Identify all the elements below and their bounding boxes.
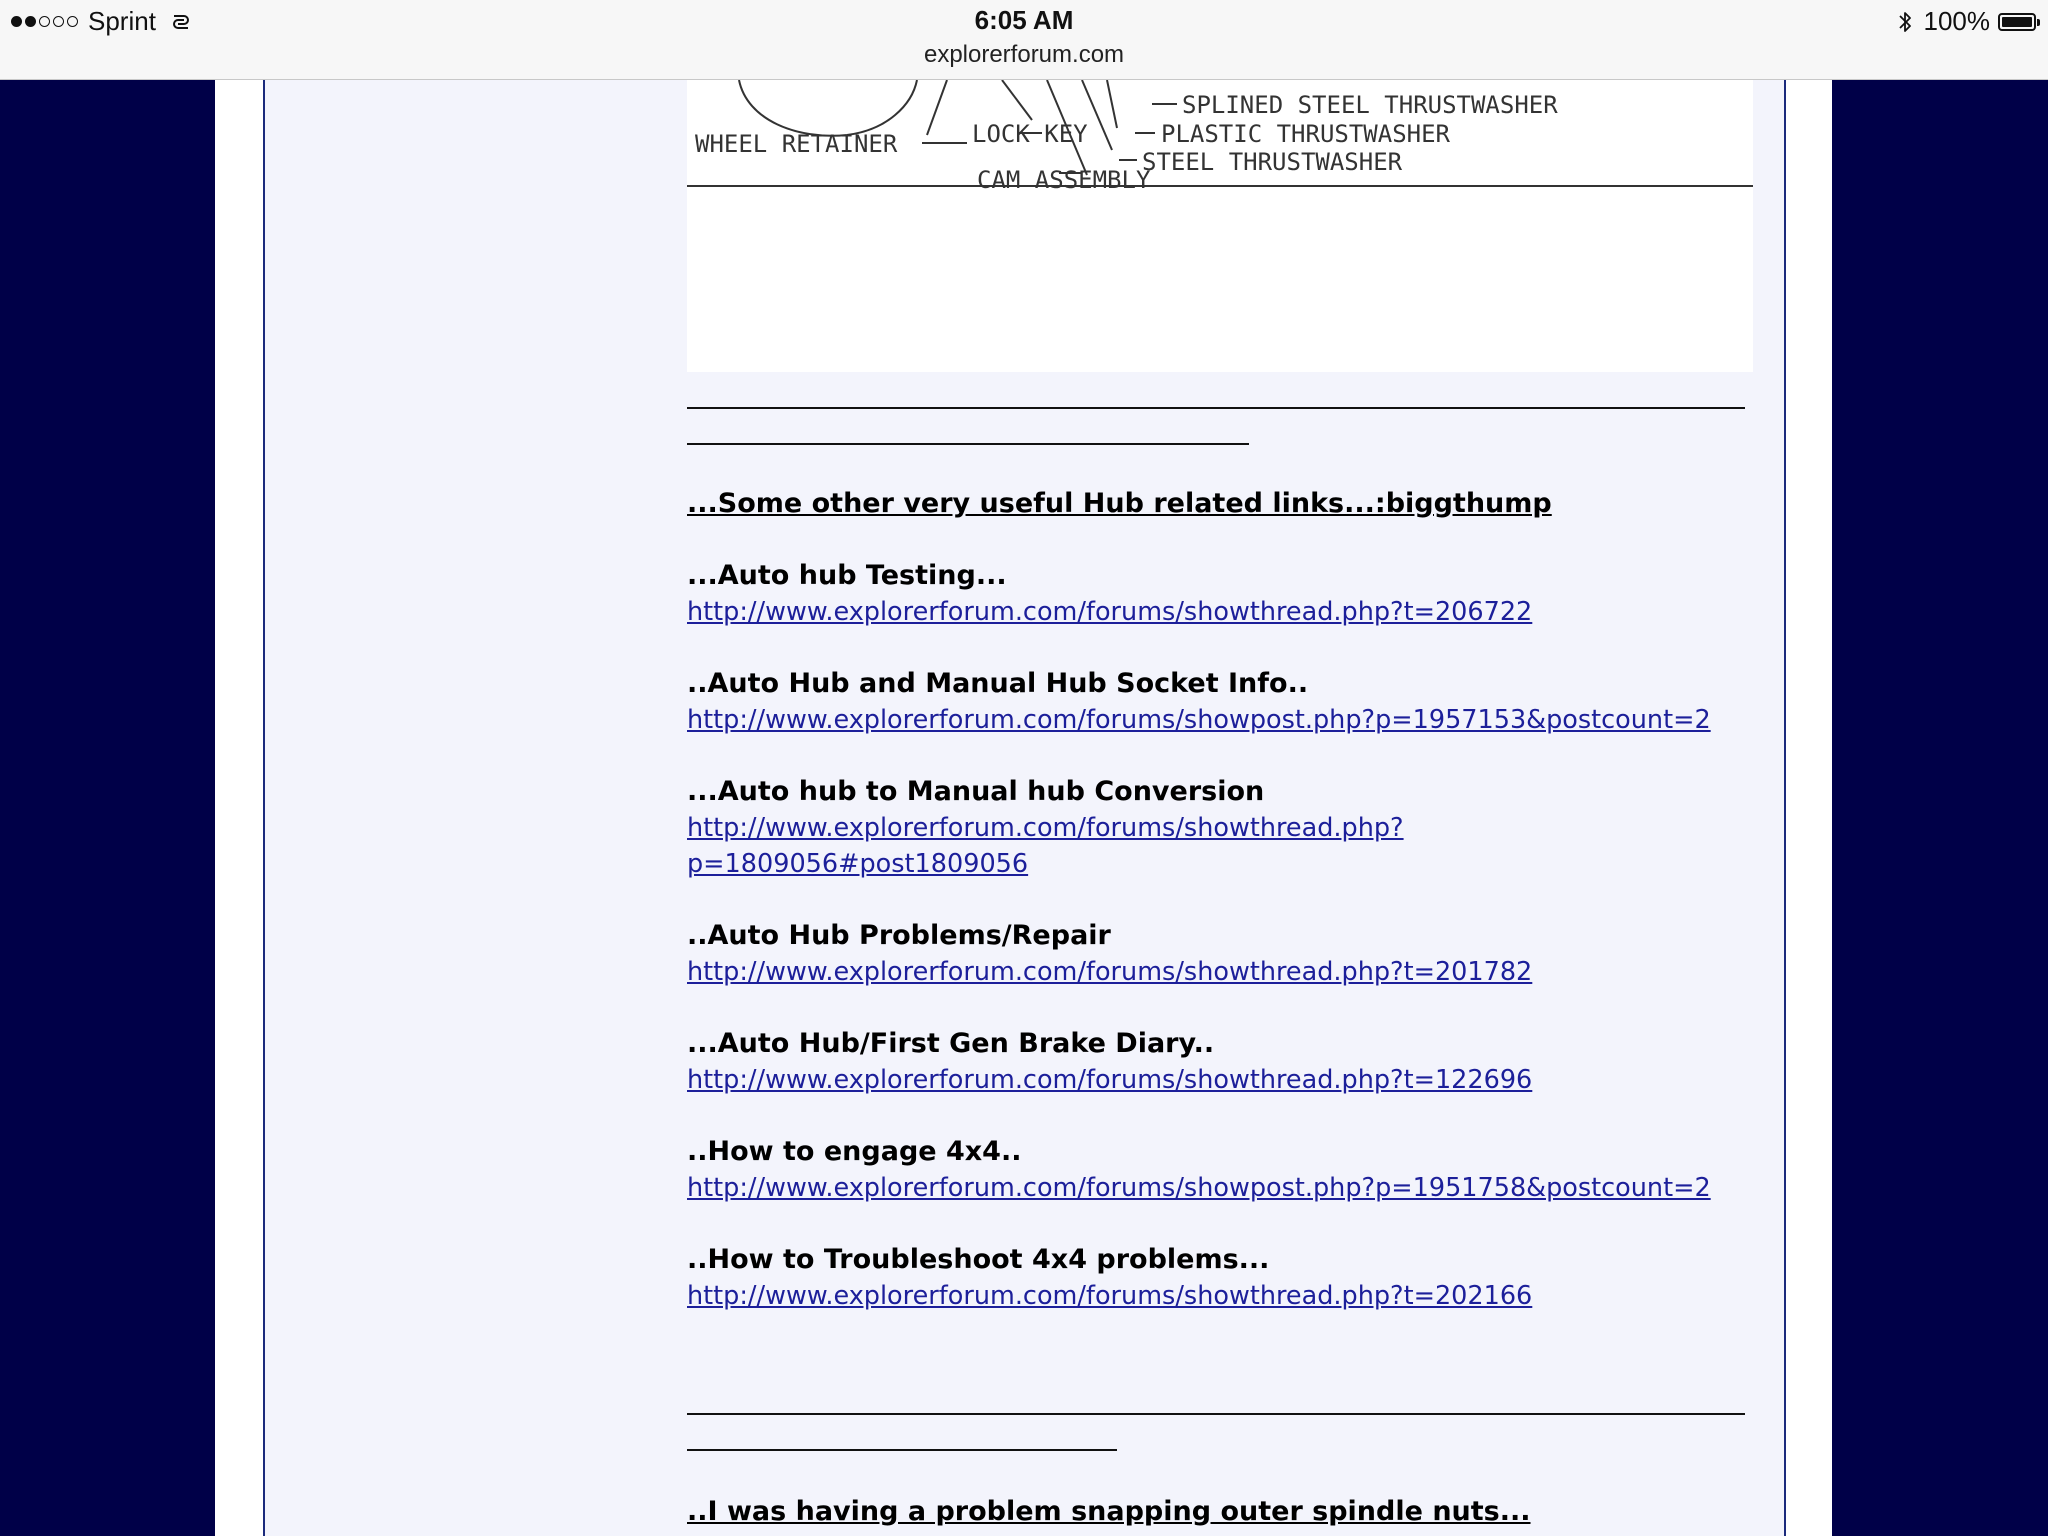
link-title: ...Auto Hub/First Gen Brake Diary.. [687, 1028, 1215, 1059]
bluetooth-icon [1898, 10, 1912, 34]
thread-link[interactable]: http://www.explorerforum.com/forums/showthread.php?t=202166 [687, 1281, 1533, 1311]
separator-rule [687, 1413, 1745, 1415]
thread-link[interactable]: http://www.explorerforum.com/forums/showpost.php?p=1951758&postcount=2 [687, 1173, 1711, 1203]
link-title: ..How to Troubleshoot 4x4 problems... [687, 1244, 1270, 1275]
thread-link[interactable]: http://www.explorerforum.com/forums/showpost.php?p=1957153&postcount=2 [687, 705, 1711, 735]
status-bar [0, 0, 2048, 80]
link-title: ..Auto Hub and Manual Hub Socket Info.. [687, 668, 1309, 699]
link-title: ...Auto hub Testing... [687, 560, 1007, 591]
thread-link[interactable]: http://www.explorerforum.com/forums/showthread.php?t=122696 [687, 1065, 1533, 1095]
thread-link[interactable]: http://www.explorerforum.com/forums/showthread.php? [687, 813, 1404, 843]
diagram-label-steel: STEEL THRUSTWASHER [1142, 148, 1403, 176]
footer-title: ..I was having a problem snapping outer spindle nuts... [687, 1496, 1531, 1527]
status-right [1898, 6, 2037, 37]
link-title: ..How to engage 4x4.. [687, 1136, 1022, 1167]
clock: 6:05 AM [974, 5, 1074, 35]
separator-rule [687, 443, 1249, 445]
address-bar[interactable]: explorerforum.com [923, 41, 1125, 68]
battery-icon [1998, 13, 2036, 31]
section-title: ...Some other very useful Hub related links...:biggthump [687, 488, 1552, 519]
separator-rule [687, 407, 1745, 409]
diagram-label-splined: SPLINED STEEL THRUSTWASHER [1182, 91, 1558, 119]
carrier-name: Sprint [88, 6, 156, 36]
diagram-label-cam-assembly: CAM ASSEMBLY [977, 166, 1151, 194]
page-container [215, 80, 1832, 1536]
link-title: ..Auto Hub Problems/Repair [687, 920, 1111, 951]
hub-diagram-image [687, 80, 1753, 372]
thread-link[interactable]: http://www.explorerforum.com/forums/showthread.php?t=201782 [687, 957, 1533, 987]
link-title: ...Auto hub to Manual hub Conversion [687, 776, 1265, 807]
battery-percent: 100% [1923, 6, 1990, 36]
thread-link[interactable]: p=1809056#post1809056 [687, 849, 1029, 879]
separator-rule [687, 1449, 1117, 1451]
diagram-label-plastic: PLASTIC THRUSTWASHER [1161, 120, 1450, 148]
thread-link[interactable]: http://www.explorerforum.com/forums/showthread.php?t=206722 [687, 597, 1533, 627]
diagram-label-lock-key: LOCK KEY [972, 120, 1088, 148]
diagram-label-wheel-retainer: WHEEL RETAINER [695, 130, 898, 158]
